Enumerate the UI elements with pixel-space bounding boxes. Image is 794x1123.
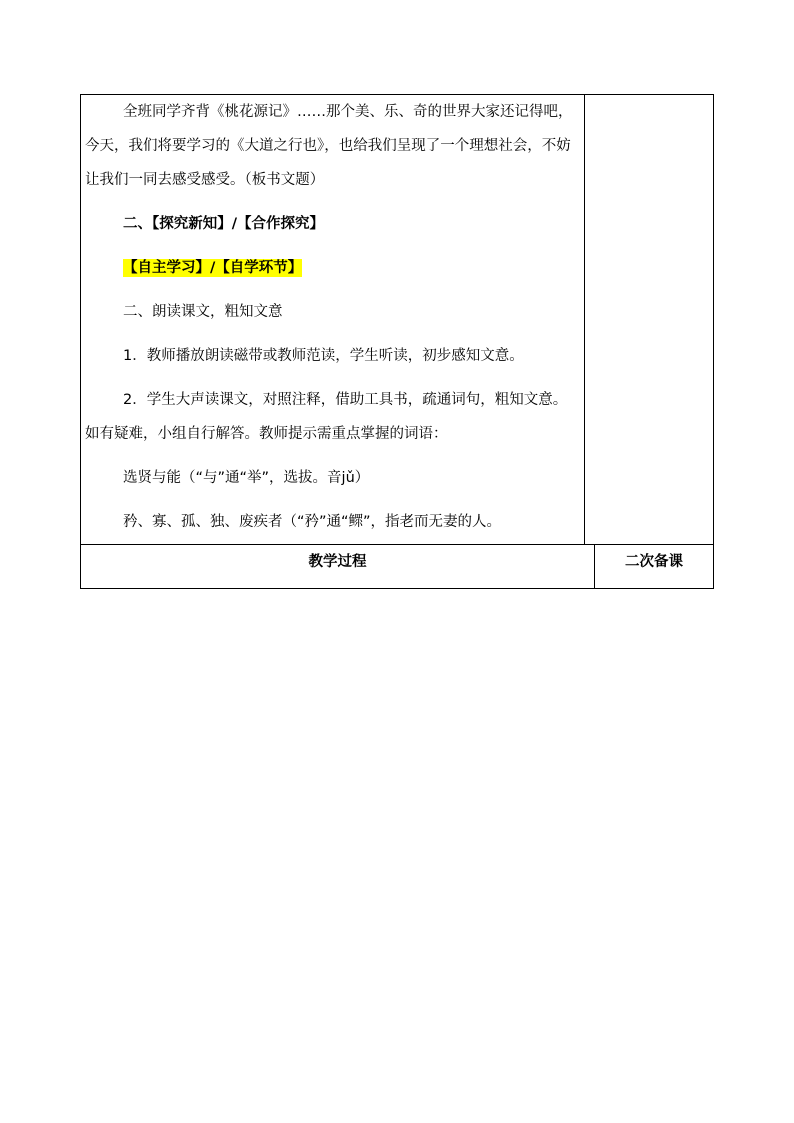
teaching-process-label: 教学过程 <box>308 554 367 570</box>
teaching-content-cell <box>81 95 584 539</box>
intro-paragraph: 全班同学齐背《桃花源记》……那个美、乐、奇的世界大家还记得吧，今天，我们将要学习的《大道之行也》，也给我们呈现了一个理想社会，不妨让我们一同去感受感受。（板书文题） <box>85 104 573 188</box>
secondary-prep-label: 二次备课 <box>625 554 683 570</box>
highlighted-heading: 【自主学习】/【自学环节】 <box>123 260 303 276</box>
vocab-term-2: 矜、寡、孤、独、废疾者（“矜”通“鳏”，指老而无妻的人。 <box>123 514 502 530</box>
step-1: 1．教师播放朗读磁带或教师范读，学生听读，初步感知文意。 <box>123 348 524 364</box>
table-right-border <box>713 94 714 589</box>
highlight-heading-line <box>81 251 584 285</box>
section-heading: 二、【探究新知】/【合作探究】 <box>123 216 325 232</box>
table-bottom-border <box>80 588 714 589</box>
step-2: 2．学生大声读课文，对照注释，借助工具书，疏通词句，粗知文意。如有疑难，小组自行解答。教师提示需重点掌握的词语： <box>85 392 568 442</box>
table-row-divider <box>80 544 714 545</box>
secondary-prep-cell <box>585 95 713 544</box>
vocab-term-1: 选贤与能（“与”通“举”，选拔。音jǔ） <box>123 470 370 486</box>
subheading: 二、朗读课文，粗知文意 <box>123 304 283 320</box>
